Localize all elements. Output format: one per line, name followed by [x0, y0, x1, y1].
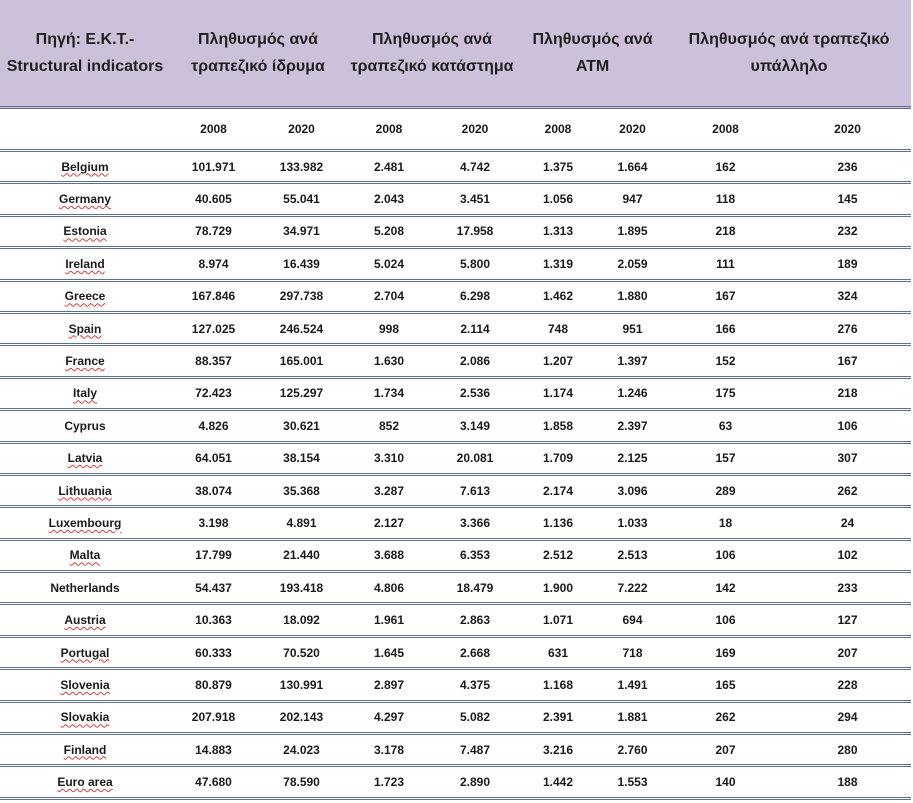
value-cell[interactable]: 7.222 [598, 572, 667, 604]
value-cell[interactable]: 30.621 [257, 410, 346, 442]
value-cell[interactable]: 852 [346, 410, 432, 442]
value-cell[interactable]: 4.742 [432, 151, 518, 183]
value-cell[interactable]: 236 [784, 151, 911, 183]
value-cell[interactable]: 34.971 [257, 215, 346, 247]
country-cell[interactable] [0, 604, 170, 636]
value-cell[interactable]: 4.806 [346, 572, 432, 604]
table-row [0, 280, 911, 312]
country-cell[interactable] [0, 701, 170, 733]
value-cell[interactable]: 64.051 [170, 442, 257, 474]
value-cell[interactable]: 233 [784, 572, 911, 604]
value-cell[interactable]: 17.799 [170, 539, 257, 571]
value-cell[interactable]: 207 [667, 734, 784, 766]
value-cell[interactable]: 1.136 [518, 507, 598, 539]
country-label: Slovakia [60, 710, 110, 725]
value-cell[interactable]: 1.664 [598, 151, 667, 183]
table-row [0, 151, 911, 183]
value-cell[interactable]: 1.880 [598, 280, 667, 312]
value-cell[interactable]: 3.451 [432, 183, 518, 215]
value-cell[interactable]: 106 [784, 410, 911, 442]
country-label: Finland [63, 742, 107, 757]
value-cell[interactable]: 157 [667, 442, 784, 474]
value-cell[interactable]: 14.883 [170, 734, 257, 766]
value-cell[interactable]: 88.357 [170, 345, 257, 377]
country-label: Luxembourg [48, 515, 122, 530]
year-blank-cell [0, 108, 170, 151]
value-cell[interactable]: 218 [667, 215, 784, 247]
year-cell: 2008 [518, 108, 598, 151]
value-cell[interactable]: 6.353 [432, 539, 518, 571]
value-cell[interactable]: 18.092 [257, 604, 346, 636]
country-label: Belgium [61, 159, 109, 174]
value-cell[interactable]: 193.418 [257, 572, 346, 604]
value-cell[interactable]: 276 [784, 312, 911, 344]
header-row [0, 0, 911, 108]
value-cell[interactable]: 106 [667, 604, 784, 636]
value-cell[interactable]: 1.645 [346, 636, 432, 668]
value-cell[interactable]: 2.127 [346, 507, 432, 539]
value-cell[interactable]: 8.974 [170, 248, 257, 280]
value-cell[interactable]: 4.826 [170, 410, 257, 442]
value-cell[interactable]: 189 [784, 248, 911, 280]
value-cell[interactable]: 232 [784, 215, 911, 247]
value-cell[interactable]: 262 [667, 701, 784, 733]
value-cell[interactable]: 1.900 [518, 572, 598, 604]
value-cell[interactable]: 2.114 [432, 312, 518, 344]
table-row [0, 215, 911, 247]
value-cell[interactable]: 1.553 [598, 766, 667, 798]
value-cell[interactable]: 40.605 [170, 183, 257, 215]
value-cell[interactable]: 21.440 [257, 539, 346, 571]
country-cell[interactable] [0, 248, 170, 280]
value-cell[interactable]: 167 [667, 280, 784, 312]
country-label: Ireland [65, 256, 105, 271]
country-label: Netherlands [50, 580, 120, 595]
value-cell[interactable]: 2.760 [598, 734, 667, 766]
table-row [0, 734, 911, 766]
value-cell[interactable]: 5.024 [346, 248, 432, 280]
value-cell[interactable]: 165 [667, 669, 784, 701]
country-label: Portugal [60, 645, 110, 660]
value-cell[interactable]: 16.439 [257, 248, 346, 280]
value-cell[interactable]: 2.704 [346, 280, 432, 312]
year-cell: 2020 [257, 108, 346, 151]
value-cell[interactable]: 2.897 [346, 669, 432, 701]
value-cell[interactable]: 2.059 [598, 248, 667, 280]
value-cell[interactable]: 1.734 [346, 377, 432, 409]
value-cell[interactable]: 18 [667, 507, 784, 539]
value-cell[interactable]: 7.613 [432, 474, 518, 506]
per-employee-header: Πληθυσμός ανά τραπεζικό υπάλληλο [667, 0, 911, 108]
value-cell[interactable]: 118 [667, 183, 784, 215]
table-body [0, 151, 911, 799]
value-cell[interactable]: 1.491 [598, 669, 667, 701]
value-cell[interactable]: 2.043 [346, 183, 432, 215]
value-cell[interactable]: 102 [784, 539, 911, 571]
table-row [0, 410, 911, 442]
value-cell[interactable]: 188 [784, 766, 911, 798]
value-cell[interactable]: 207.918 [170, 701, 257, 733]
value-cell[interactable]: 294 [784, 701, 911, 733]
source-header: Πηγή: Ε.Κ.Τ.- Structural indicators [0, 0, 170, 108]
value-cell[interactable]: 3.366 [432, 507, 518, 539]
value-cell[interactable]: 3.198 [170, 507, 257, 539]
value-cell[interactable]: 70.520 [257, 636, 346, 668]
value-cell[interactable]: 24 [784, 507, 911, 539]
value-cell[interactable]: 5.082 [432, 701, 518, 733]
country-cell[interactable] [0, 151, 170, 183]
table-row [0, 312, 911, 344]
per-institution-header: Πληθυσμός ανά τραπεζικό ίδρυμα [170, 0, 346, 108]
value-cell[interactable]: 3.096 [598, 474, 667, 506]
value-cell[interactable]: 2.512 [518, 539, 598, 571]
country-label: Austria [64, 613, 106, 628]
value-cell[interactable]: 133.982 [257, 151, 346, 183]
value-cell[interactable]: 1.071 [518, 604, 598, 636]
value-cell[interactable]: 1.397 [598, 345, 667, 377]
value-cell[interactable]: 218 [784, 377, 911, 409]
country-label: Italy [72, 386, 97, 401]
country-cell[interactable] [0, 312, 170, 344]
value-cell[interactable]: 1.881 [598, 701, 667, 733]
value-cell[interactable]: 2.174 [518, 474, 598, 506]
value-cell[interactable]: 63 [667, 410, 784, 442]
country-label: Germany [58, 192, 112, 207]
value-cell[interactable]: 55.041 [257, 183, 346, 215]
table-row [0, 766, 911, 798]
country-label: Malta [69, 548, 101, 563]
year-row [0, 108, 911, 151]
value-cell[interactable]: 2.890 [432, 766, 518, 798]
country-cell[interactable] [0, 669, 170, 701]
value-cell[interactable]: 80.879 [170, 669, 257, 701]
value-cell[interactable]: 307 [784, 442, 911, 474]
value-cell[interactable]: 4.891 [257, 507, 346, 539]
value-cell[interactable]: 10.363 [170, 604, 257, 636]
country-cell[interactable] [0, 215, 170, 247]
value-cell[interactable]: 127 [784, 604, 911, 636]
country-cell[interactable] [0, 183, 170, 215]
value-cell[interactable]: 1.174 [518, 377, 598, 409]
value-cell[interactable]: 1.858 [518, 410, 598, 442]
value-cell[interactable]: 2.513 [598, 539, 667, 571]
value-cell[interactable]: 4.375 [432, 669, 518, 701]
value-cell[interactable]: 2.863 [432, 604, 518, 636]
country-label: Slovenia [60, 677, 110, 692]
table-row [0, 669, 911, 701]
country-cell[interactable] [0, 474, 170, 506]
value-cell[interactable]: 1.313 [518, 215, 598, 247]
value-cell[interactable]: 166 [667, 312, 784, 344]
value-cell[interactable]: 162 [667, 151, 784, 183]
country-label: Lithuania [58, 483, 112, 498]
table-row [0, 183, 911, 215]
country-cell[interactable] [0, 539, 170, 571]
country-cell[interactable] [0, 410, 170, 442]
table-row [0, 636, 911, 668]
country-cell[interactable] [0, 636, 170, 668]
value-cell[interactable]: 165.001 [257, 345, 346, 377]
value-cell[interactable]: 24.023 [257, 734, 346, 766]
value-cell[interactable]: 167 [784, 345, 911, 377]
country-label: Cyprus [64, 418, 106, 433]
value-cell[interactable]: 3.149 [432, 410, 518, 442]
value-cell[interactable]: 78.729 [170, 215, 257, 247]
year-cell: 2008 [170, 108, 257, 151]
value-cell[interactable]: 631 [518, 636, 598, 668]
year-cell: 2008 [667, 108, 784, 151]
table-row [0, 539, 911, 571]
value-cell[interactable]: 694 [598, 604, 667, 636]
per-branch-header: Πληθυσμός ανά τραπεζικό κατάστημα [346, 0, 518, 108]
value-cell[interactable]: 175 [667, 377, 784, 409]
value-cell[interactable]: 111 [667, 248, 784, 280]
value-cell[interactable]: 1.723 [346, 766, 432, 798]
value-cell[interactable]: 140 [667, 766, 784, 798]
value-cell[interactable]: 297.738 [257, 280, 346, 312]
value-cell[interactable]: 1.319 [518, 248, 598, 280]
year-cell: 2008 [346, 108, 432, 151]
value-cell[interactable]: 262 [784, 474, 911, 506]
value-cell[interactable]: 748 [518, 312, 598, 344]
value-cell[interactable]: 169 [667, 636, 784, 668]
table-row [0, 474, 911, 506]
country-label: Greece [64, 289, 106, 304]
value-cell[interactable]: 228 [784, 669, 911, 701]
per-atm-header: Πληθυσμός ανά ΑΤΜ [518, 0, 667, 108]
value-cell[interactable]: 1.246 [598, 377, 667, 409]
value-cell[interactable]: 1.033 [598, 507, 667, 539]
value-cell[interactable]: 1.442 [518, 766, 598, 798]
value-cell[interactable]: 3.688 [346, 539, 432, 571]
value-cell[interactable]: 2.391 [518, 701, 598, 733]
value-cell[interactable]: 5.208 [346, 215, 432, 247]
country-cell[interactable] [0, 572, 170, 604]
value-cell[interactable]: 60.333 [170, 636, 257, 668]
value-cell[interactable]: 38.154 [257, 442, 346, 474]
value-cell[interactable]: 1.207 [518, 345, 598, 377]
country-cell[interactable] [0, 766, 170, 798]
value-cell[interactable]: 1.630 [346, 345, 432, 377]
value-cell[interactable]: 101.971 [170, 151, 257, 183]
country-label: Euro area [57, 775, 113, 790]
value-cell[interactable]: 246.524 [257, 312, 346, 344]
value-cell[interactable]: 3.287 [346, 474, 432, 506]
value-cell[interactable]: 7.487 [432, 734, 518, 766]
country-cell[interactable] [0, 734, 170, 766]
value-cell[interactable]: 145 [784, 183, 911, 215]
value-cell[interactable]: 998 [346, 312, 432, 344]
country-label: Spain [68, 321, 102, 336]
country-label: France [65, 354, 105, 369]
value-cell[interactable]: 127.025 [170, 312, 257, 344]
value-cell[interactable]: 2.086 [432, 345, 518, 377]
value-cell[interactable]: 4.297 [346, 701, 432, 733]
value-cell[interactable]: 6.298 [432, 280, 518, 312]
value-cell[interactable]: 2.397 [598, 410, 667, 442]
table-row [0, 442, 911, 474]
value-cell[interactable]: 324 [784, 280, 911, 312]
value-cell[interactable]: 1.709 [518, 442, 598, 474]
value-cell[interactable]: 142 [667, 572, 784, 604]
value-cell[interactable]: 35.368 [257, 474, 346, 506]
value-cell[interactable]: 47.680 [170, 766, 257, 798]
value-cell[interactable]: 72.423 [170, 377, 257, 409]
value-cell[interactable]: 78.590 [257, 766, 346, 798]
table-row [0, 701, 911, 733]
value-cell[interactable]: 125.297 [257, 377, 346, 409]
value-cell[interactable]: 2.481 [346, 151, 432, 183]
value-cell[interactable]: 951 [598, 312, 667, 344]
table-row [0, 572, 911, 604]
value-cell[interactable]: 280 [784, 734, 911, 766]
table-row [0, 248, 911, 280]
value-cell[interactable]: 54.437 [170, 572, 257, 604]
country-cell[interactable] [0, 280, 170, 312]
value-cell[interactable]: 3.178 [346, 734, 432, 766]
country-label: Latvia [67, 451, 103, 466]
value-cell[interactable]: 18.479 [432, 572, 518, 604]
value-cell[interactable]: 3.216 [518, 734, 598, 766]
value-cell[interactable]: 167.846 [170, 280, 257, 312]
year-cell: 2020 [784, 108, 911, 151]
value-cell[interactable]: 718 [598, 636, 667, 668]
value-cell[interactable]: 202.143 [257, 701, 346, 733]
value-cell[interactable]: 289 [667, 474, 784, 506]
value-cell[interactable]: 152 [667, 345, 784, 377]
value-cell[interactable]: 1.961 [346, 604, 432, 636]
value-cell[interactable]: 1.895 [598, 215, 667, 247]
table-row [0, 604, 911, 636]
table-row [0, 507, 911, 539]
value-cell[interactable]: 2.536 [432, 377, 518, 409]
value-cell[interactable]: 17.958 [432, 215, 518, 247]
value-cell[interactable]: 3.310 [346, 442, 432, 474]
value-cell[interactable]: 130.991 [257, 669, 346, 701]
year-cell: 2020 [598, 108, 667, 151]
year-cell: 2020 [432, 108, 518, 151]
value-cell[interactable]: 5.800 [432, 248, 518, 280]
value-cell[interactable]: 20.081 [432, 442, 518, 474]
value-cell[interactable]: 1.168 [518, 669, 598, 701]
table-row [0, 377, 911, 409]
table-row [0, 345, 911, 377]
value-cell[interactable]: 1.375 [518, 151, 598, 183]
value-cell[interactable]: 38.074 [170, 474, 257, 506]
country-cell[interactable] [0, 345, 170, 377]
value-cell[interactable]: 947 [598, 183, 667, 215]
value-cell[interactable]: 1.462 [518, 280, 598, 312]
value-cell[interactable]: 2.668 [432, 636, 518, 668]
country-label: Estonia [63, 224, 107, 239]
country-cell[interactable] [0, 442, 170, 474]
value-cell[interactable]: 1.056 [518, 183, 598, 215]
country-cell[interactable] [0, 507, 170, 539]
country-cell[interactable] [0, 377, 170, 409]
value-cell[interactable]: 2.125 [598, 442, 667, 474]
value-cell[interactable]: 207 [784, 636, 911, 668]
value-cell[interactable]: 106 [667, 539, 784, 571]
